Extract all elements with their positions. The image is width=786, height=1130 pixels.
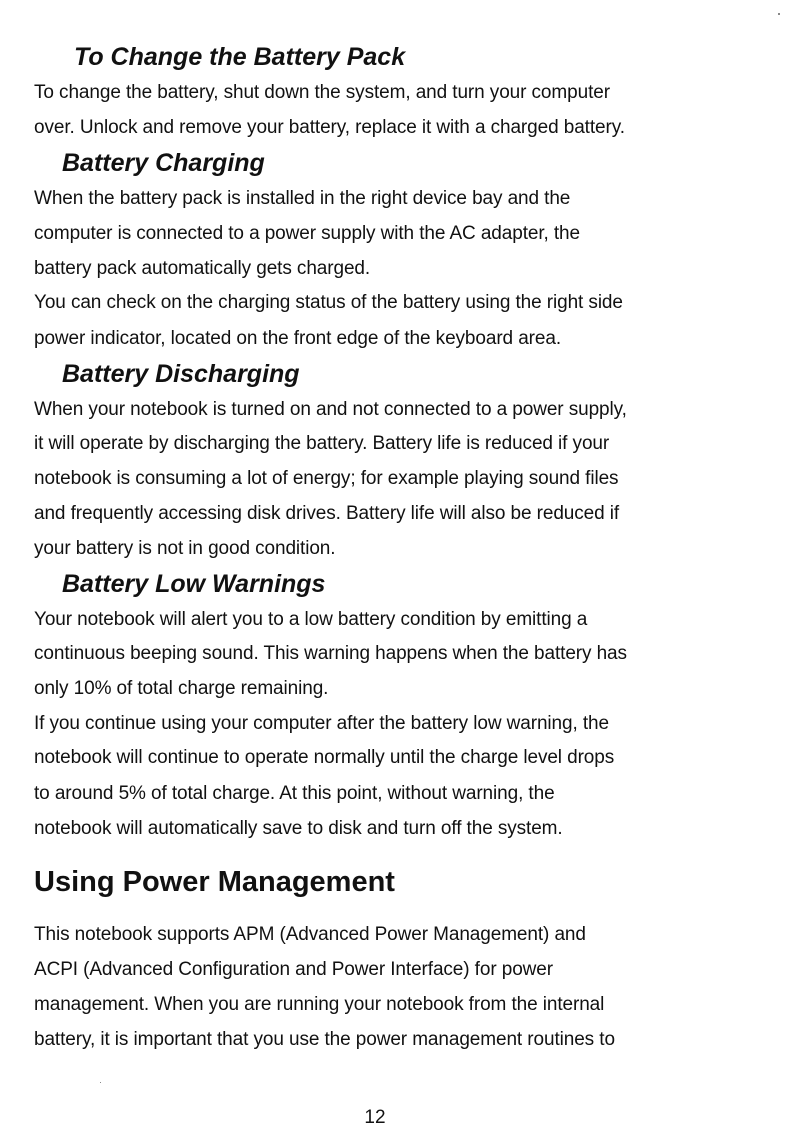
body-line: it will operate by discharging the battery. Battery life is reduced if your xyxy=(34,433,610,454)
body-line: You can check on the charging status of the battery using the right side xyxy=(34,292,623,313)
section-heading-battery-discharging: Battery Discharging xyxy=(62,360,300,388)
body-line: When the battery pack is installed in the right device bay and the xyxy=(34,188,571,209)
section-heading-battery-charging: Battery Charging xyxy=(62,149,265,177)
body-line: and frequently accessing disk drives. Battery life will also be reduced if xyxy=(34,503,620,524)
body-line: only 10% of total charge remaining. xyxy=(34,678,329,699)
body-line: notebook is consuming a lot of energy; for example playing sound files xyxy=(34,468,619,489)
body-line: battery, it is important that you use the power management routines to xyxy=(34,1029,615,1050)
body-line: ACPI (Advanced Configuration and Power Interface) for power xyxy=(34,959,553,980)
body-line: When your notebook is turned on and not connected to a power supply, xyxy=(34,399,627,420)
scan-speck xyxy=(100,1082,101,1083)
scan-speck xyxy=(778,13,780,15)
body-line: Your notebook will alert you to a low battery condition by emitting a xyxy=(34,609,588,630)
body-line: If you continue using your computer after the battery low warning, the xyxy=(34,713,609,734)
body-line: power indicator, located on the front edge of the keyboard area. xyxy=(34,328,562,349)
body-line: To change the battery, shut down the system, and turn your computer xyxy=(34,82,610,103)
body-line: battery pack automatically gets charged. xyxy=(34,258,371,279)
body-line: This notebook supports APM (Advanced Power Management) and xyxy=(34,924,586,945)
section-heading-battery-low-warnings: Battery Low Warnings xyxy=(62,570,326,598)
section-heading-change-battery-pack: To Change the Battery Pack xyxy=(74,43,406,71)
body-line: to around 5% of total charge. At this point, without warning, the xyxy=(34,783,555,804)
body-line: management. When you are running your notebook from the internal xyxy=(34,994,605,1015)
body-line: notebook will automatically save to disk and turn off the system. xyxy=(34,818,563,839)
body-line: over. Unlock and remove your battery, replace it with a charged battery. xyxy=(34,117,625,138)
page-number: 12 xyxy=(364,1107,386,1128)
body-line: computer is connected to a power supply with the AC adapter, the xyxy=(34,223,580,244)
body-line: continuous beeping sound. This warning happens when the battery has xyxy=(34,643,627,664)
page-section-title-power-management: Using Power Management xyxy=(34,866,395,898)
body-line: your battery is not in good condition. xyxy=(34,538,336,559)
body-line: notebook will continue to operate normally until the charge level drops xyxy=(34,747,615,768)
